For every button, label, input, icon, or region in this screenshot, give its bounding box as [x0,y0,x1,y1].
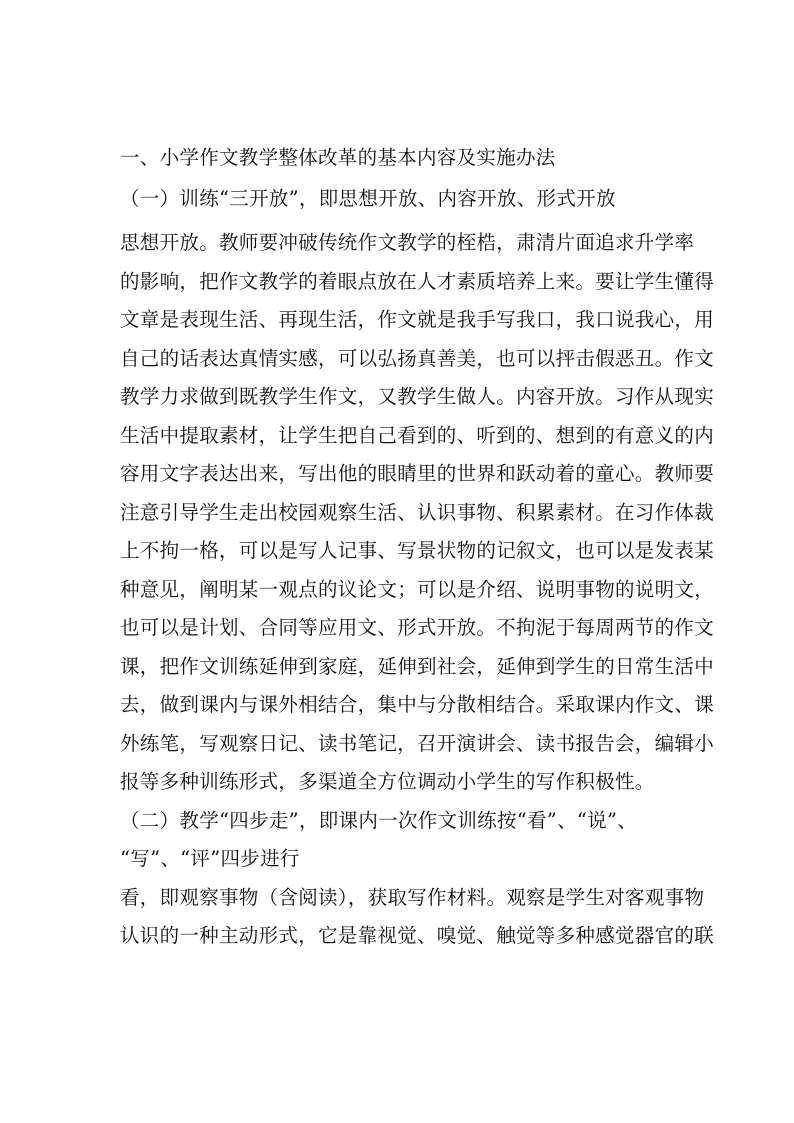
subsection-heading: “写”、“评”四步进行 [120,847,300,870]
paragraph-line: 自己的话表达真情实感，可以弘扬真善美，也可以抨击假恶丑。作文 [120,347,715,370]
paragraph-line: 课，把作文训练延伸到家庭，延伸到社会，延伸到学生的日常生活中 [120,655,715,678]
paragraph-line: 种意见，阐明某一观点的议论文；可以是介绍、说明事物的说明文， [120,578,715,601]
subsection-heading: （二）教学“四步走”，即课内一次作文训练按“看”、“说”、 [120,809,638,832]
paragraph-line: 生活中提取素材，让学生把自己看到的、听到的、想到的有意义的内 [120,424,715,447]
paragraph-line: 上不拘一格，可以是写人记事、写景状物的记叙文，也可以是发表某 [120,539,715,562]
paragraph-line: 外练笔，写观察日记、读书笔记，召开演讲会、读书报告会，编辑小 [120,732,715,755]
paragraph-line: 去，做到课内与课外相结合，集中与分散相结合。采取课内作文、课 [120,693,715,716]
paragraph-line: 看，即观察事物（含阅读），获取写作材料。观察是学生对客观事物 [120,886,705,909]
section-heading: 一、小学作文教学整体改革的基本内容及实施办法 [120,146,556,169]
subsection-heading: （一）训练“三开放”，即思想开放、内容开放、形式开放 [120,187,616,210]
paragraph-line: 思想开放。教师要冲破传统作文教学的桎梏，肃清片面追求升学率 [120,231,695,254]
paragraph-line: 注意引导学生走出校园观察生活、认识事物、积累素材。在习作体裁 [120,501,715,524]
paragraph-line: 报等多种训练形式，多渠道全方位调动小学生的写作积极性。 [120,770,655,793]
paragraph-line: 教学力求做到既教学生作文，又教学生做人。内容开放。习作从现实 [120,385,715,408]
paragraph-line: 文章是表现生活、再现生活，作文就是我手写我口，我口说我心，用 [120,308,715,331]
paragraph-line: 认识的一种主动形式，它是靠视觉、嗅觉、触觉等多种感觉器官的联 [120,924,715,947]
paragraph-line: 容用文字表达出来，写出他的眼睛里的世界和跃动着的童心。教师要 [120,462,715,485]
paragraph-line: 也可以是计划、合同等应用文、形式开放。不拘泥于每周两节的作文 [120,616,715,639]
paragraph-line: 的影响，把作文教学的着眼点放在人才素质培养上来。要让学生懂得 [120,270,715,293]
